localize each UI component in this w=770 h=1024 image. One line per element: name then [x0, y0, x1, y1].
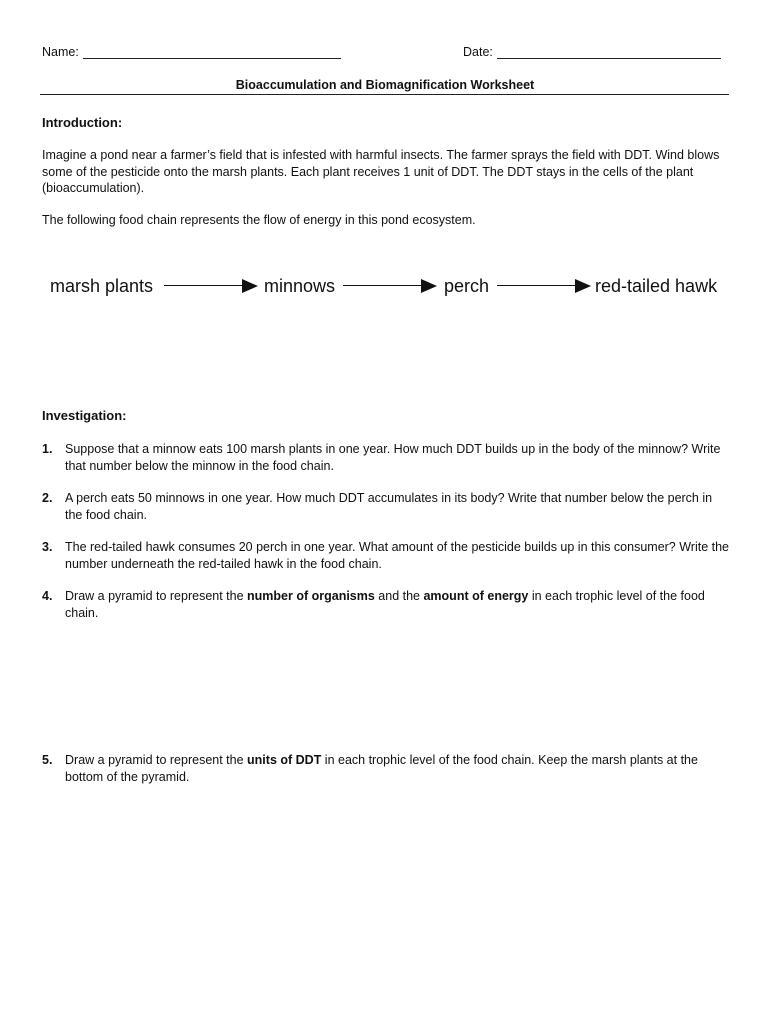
food-chain-minnows: minnows [264, 276, 336, 296]
question-text [65, 588, 732, 621]
arrow-right-icon [497, 279, 591, 293]
question-number: 4. [42, 589, 53, 603]
question-1 [42, 441, 732, 474]
question-text-part: Draw a pyramid to represent the [65, 753, 248, 767]
question-4 [42, 588, 732, 621]
food-chain-red-tailed-hawk: red-tailed hawk [595, 276, 718, 296]
question-text: Suppose that a minnow eats 100 marsh plants in one year. How much DDT builds up in the body of the minnow? Write that number below the minnow in the food chain. [65, 442, 721, 473]
question-text-part: Draw a pyramid to represent the [65, 589, 248, 603]
arrow-right-icon [343, 279, 437, 293]
food-chain-marsh-plants: marsh plants [50, 276, 154, 296]
investigation-heading: Investigation: [42, 408, 127, 423]
question-number: 5. [42, 753, 53, 767]
name-blank-line[interactable] [83, 45, 341, 59]
introduction-paragraph: Imagine a pond near a farmer’s field that is infested with harmful insects. The farmer sprays the field with DDT. Wind blows some of the pesticide onto the marsh plants. Each plant receives 1 unit of DDT. The DDT stays in the cells of the plant (bioaccumulation). [42, 148, 720, 195]
question-text-part: and the [374, 589, 424, 603]
food-chain-sentence: The following food chain represents the flow of energy in this pond ecosystem. [42, 213, 476, 227]
question-text-part: in each trophic level of the food chain. [65, 589, 705, 620]
food-chain [50, 273, 730, 303]
question-number: 2. [42, 491, 53, 505]
food-chain-perch: perch [444, 276, 490, 296]
introduction-heading: Introduction: [42, 115, 123, 130]
date-field[interactable] [463, 45, 721, 59]
arrow-right-icon [164, 279, 258, 293]
name-label: Name: [42, 45, 79, 59]
question-2 [42, 490, 732, 523]
date-label: Date: [463, 45, 493, 59]
question-text: The red-tailed hawk consumes 20 perch in one year. What amount of the pesticide builds up in this consumer? Write the number underneath the red-tailed hawk in the food chain. [65, 540, 730, 571]
question-bold-term: amount of energy [423, 589, 529, 603]
date-blank-line[interactable] [497, 45, 721, 59]
question-bold-term: number of organisms [247, 589, 375, 603]
question-text-part: in each trophic level of the food chain. Keep the marsh plants at the bottom of the pyramid. [65, 753, 698, 784]
question-bold-term: units of DDT [247, 753, 322, 767]
question-number: 3. [42, 540, 53, 554]
question-number: 1. [42, 442, 53, 456]
question-3 [42, 539, 732, 572]
question-text: A perch eats 50 minnows in one year. How much DDT accumulates in its body? Write that number below the perch in the food chain. [65, 491, 713, 522]
name-field[interactable] [42, 45, 341, 59]
title-divider [40, 94, 729, 95]
question-5 [42, 752, 732, 785]
question-text [65, 752, 732, 785]
worksheet-title: Bioaccumulation and Biomagnification Worksheet [235, 78, 535, 92]
